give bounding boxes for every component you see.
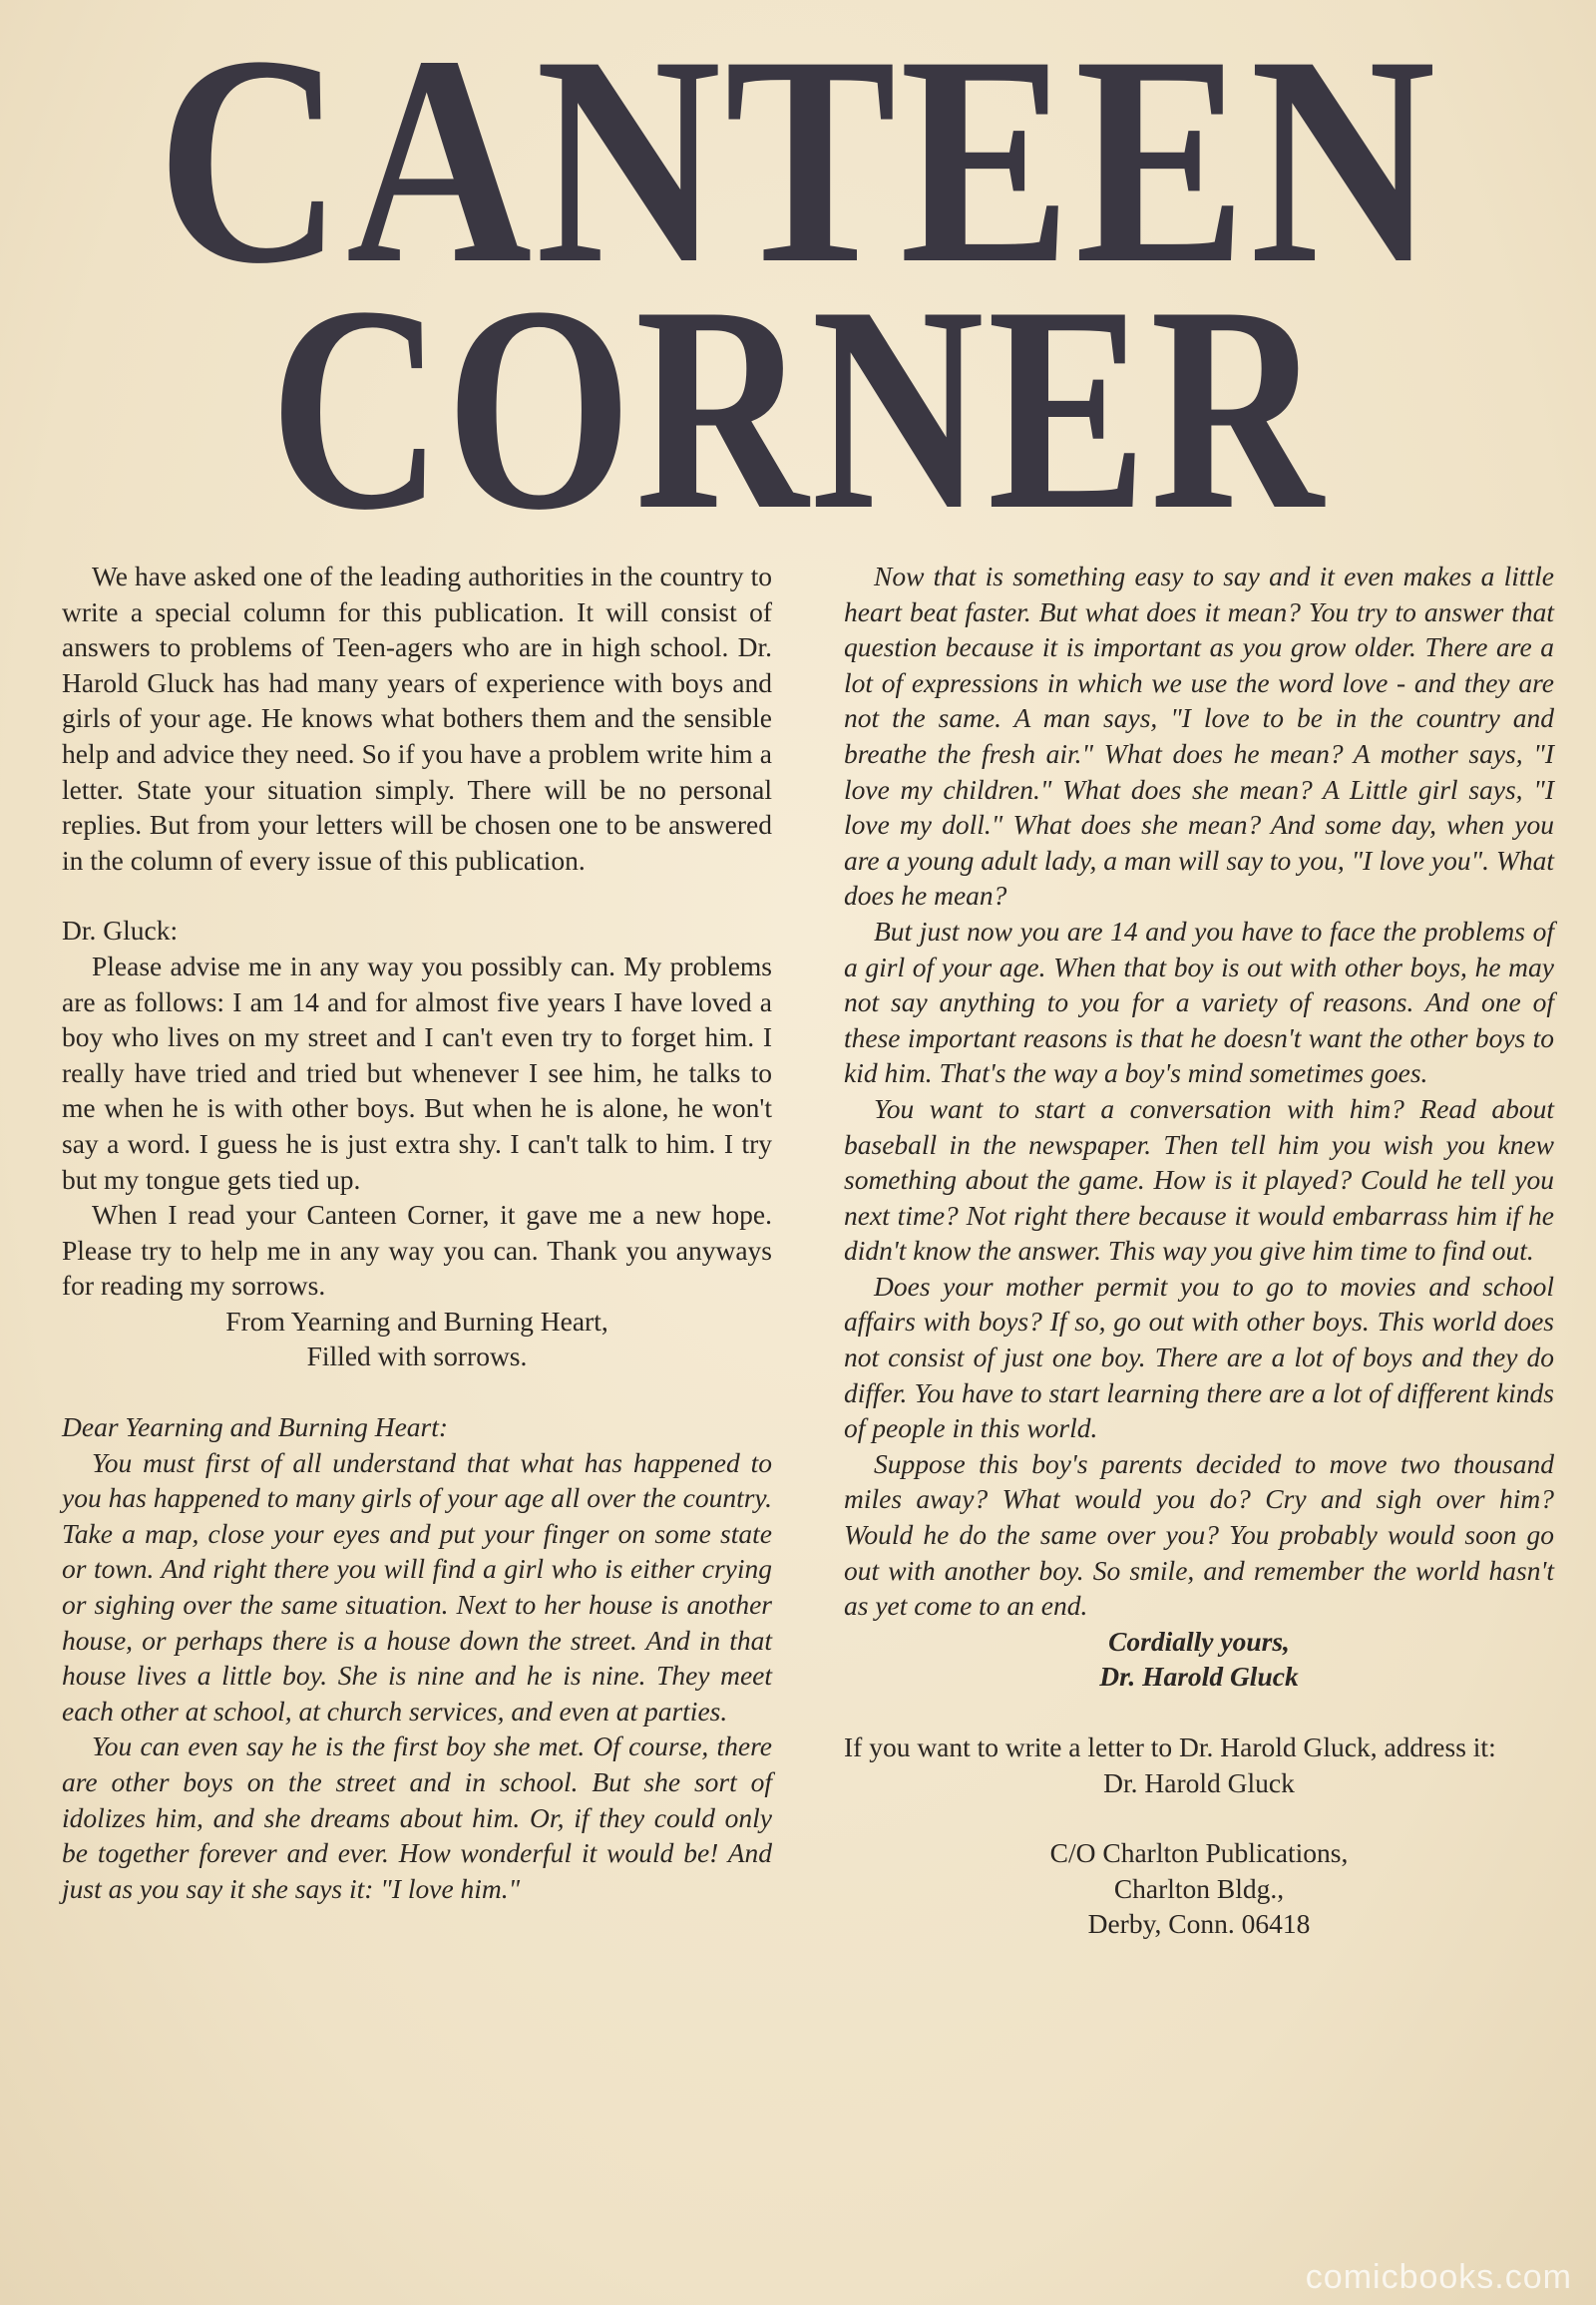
reply-paragraph: You can even say he is the first boy she met. Of course, there are other boys on the street and in school. But she sort of idolizes him, and she dreams about him. Or, if they could only be together forever and ever. How wonderful it would be! And just as you say it she says it: "I love him." (62, 1730, 772, 1904)
address-line: Derby, Conn. 06418 (1087, 1908, 1311, 1940)
letter-signoff: From Yearning and Burning Heart, (225, 1305, 608, 1337)
reply-signature: Dr. Harold Gluck (1099, 1661, 1299, 1693)
address-line: Charlton Bldg., (1113, 1872, 1285, 1904)
masthead-line-1: CANTEEN (157, 0, 1439, 325)
reply-paragraph: Suppose this boy's parents decided to move two thousand miles away? What would you do? Cry and sigh over him? Would he do the same over you? You probably would soon go out with another boy. So smile, and remember the world hasn't as yet come to an end. (844, 1447, 1554, 1622)
letter-salutation: Dr. Gluck: (62, 915, 179, 947)
write-note: If you want to write a letter to Dr. Harold Gluck, address it: (844, 1731, 1496, 1762)
reply-paragraph: Now that is something easy to say and it even makes a little heart beat faster. But what does it mean? You try to answer that question because it is important as you grow older. There are a lot of expressions in which we use the word love - and they are not the same. A man says, "I love to be in the country and breathe the fresh air." What does he mean? A mother says, "I love my children." What does she mean? A Little girl says, "I love my doll." What does she mean? And some day, when you are a young adult lady, a man will say to you, "I love you". What does he mean? (844, 561, 1554, 912)
masthead-line-2: CORNER (269, 245, 1327, 571)
letter-paragraph: Please advise me in any way you possibly can. My problems are as follows: I am 14 and for almost five years I have loved a boy who lives on my street and I can't even try to forget him. I really have tried and tried but whenever I see him, he talks to me when he is with other boys. But when he is alone, he won't say a word. I guess he is just extra shy. I can't talk to him. I try but my tongue gets tied up. (62, 950, 772, 1195)
letter-paragraph: When I read your Canteen Corner, it gave me a new hope. Please try to help me in any way you can. Thank you anyways for reading my sorrows. (62, 1199, 772, 1302)
address-name: Dr. Harold Gluck (1103, 1766, 1295, 1798)
reply-paragraph: Does your mother permit you to go to movies and school affairs with boys? If so, go out with other boys. This world does not consist of just one boy. There are a lot of boys and they do differ. You have to start learning there are a lot of different kinds of people in this world. (844, 1270, 1554, 1444)
reply-paragraph: You want to start a conversation with him? Read about baseball in the newspaper. Then tell him you wish you knew something about the game. How is it played? Could he tell you next time? Not right there because it would embarrass him if he didn't know the answer. This way you give him time to find out. (844, 1092, 1554, 1267)
reply-paragraph: You must first of all understand that what has happened to you has happened to many girls of your age all over the country. Take a map, close your eyes and put your finger on some state or town. And right there you will find a girl who is either crying or sighing over the same situation. Next to her house is another house, or perhaps there is a house down the street. And in that house lives a little boy. She is nine and he is nine. They meet each other at school, at church services, and even at parties. (62, 1446, 772, 1727)
address-line: C/O Charlton Publications, (1049, 1837, 1349, 1869)
intro-paragraph: We have asked one of the leading authorities in the country to write a special column for this publication. It will consist of answers to problems of Teen-agers who are in high school. Dr. Harold Gluck has had many years of experience with boys and girls of your age. He knows what bothers them and the sensible help and advice they need. So if you have a problem write him a letter. State your situation simply. There will be no personal replies. But from your letters will be chosen one to be answered in the column of every issue of this publication. (62, 561, 772, 876)
reply-closing: Cordially yours, (1108, 1625, 1290, 1657)
reply-salutation: Dear Yearning and Burning Heart: (62, 1411, 449, 1443)
masthead (0, 0, 1596, 571)
site-watermark: comicbooks.com (1305, 2258, 1572, 2296)
right-column (844, 559, 1554, 1942)
reply-paragraph: But just now you are 14 and you have to face the problems of a girl of your age. When that boy is out with other boys, he may not say anything to you for a variety of reasons. And one of these important reasons is that he doesn't want the other boys to kid him. That's the way a boy's mind sometimes goes. (844, 915, 1554, 1089)
left-column (62, 559, 772, 1906)
letter-signoff: Filled with sorrows. (306, 1341, 528, 1372)
